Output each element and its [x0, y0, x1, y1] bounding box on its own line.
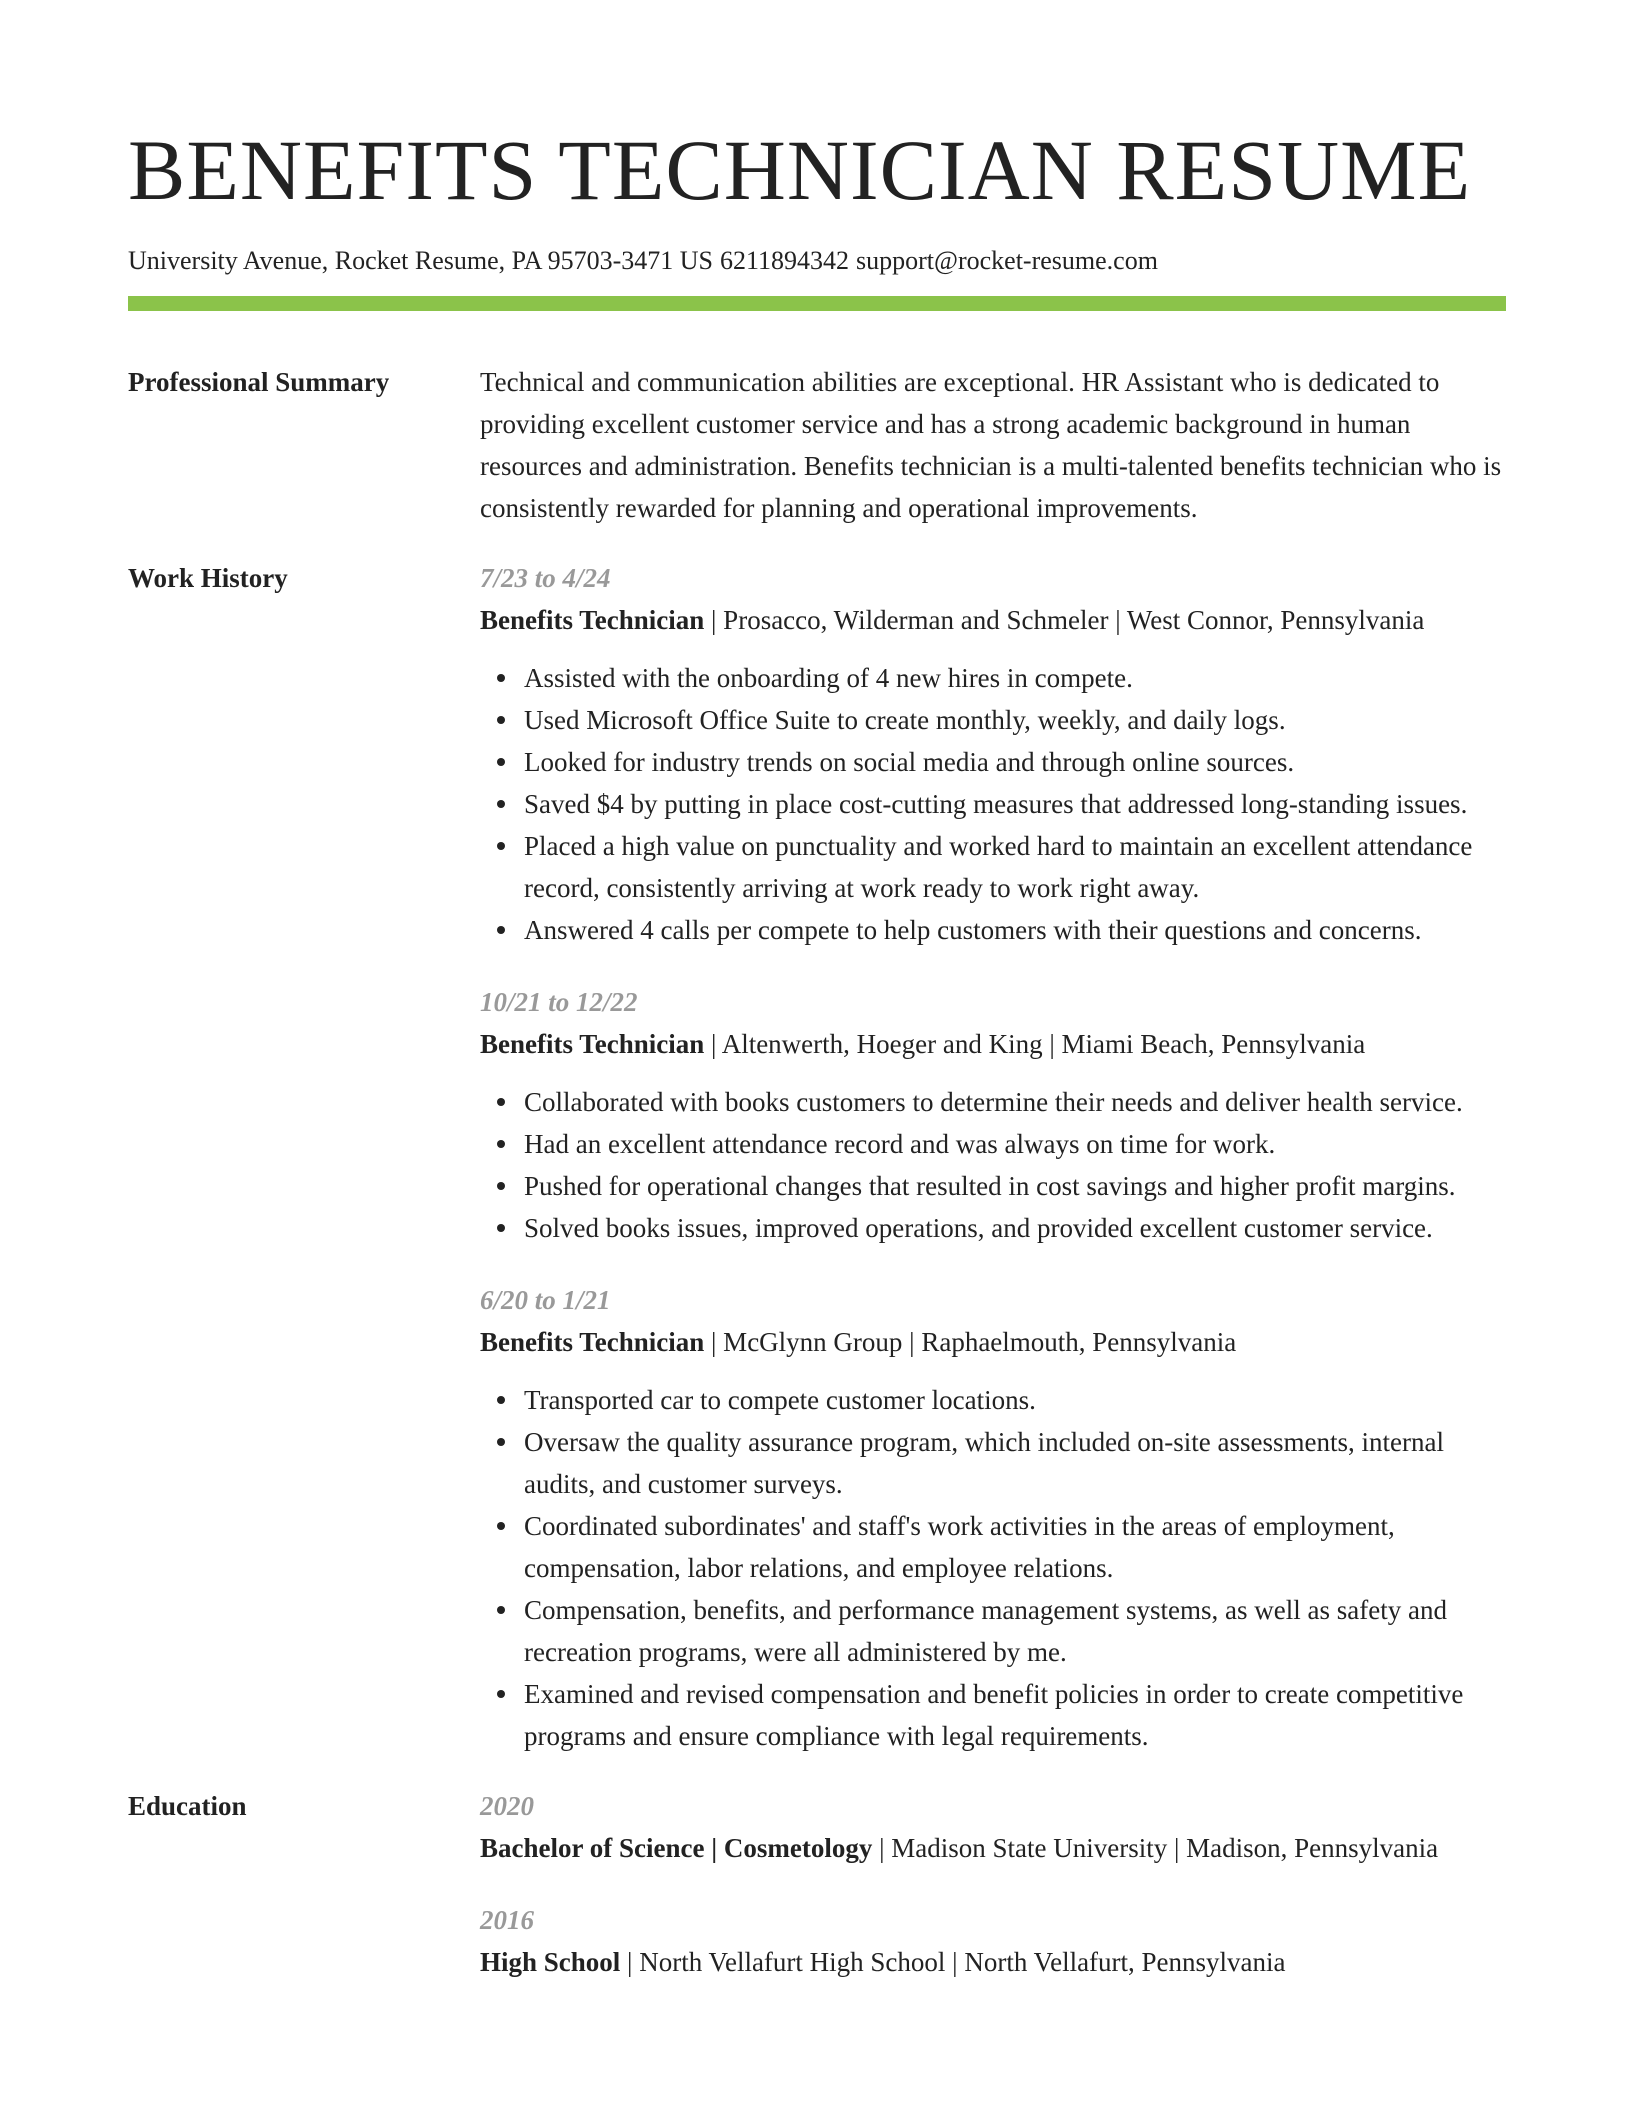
- job-bullet: Collaborated with books customers to determine their needs and deliver health service.: [524, 1081, 1506, 1123]
- job-bullet: Transported car to compete customer locations.: [524, 1379, 1506, 1421]
- education-details: | Madison State University | Madison, Pennsylvania: [872, 1833, 1439, 1863]
- education-section: [128, 1785, 1506, 1983]
- job-title: Benefits Technician: [480, 1029, 705, 1059]
- job-bullet: Compensation, benefits, and performance management systems, as well as safety and recreation programs, were all administered by me.: [524, 1589, 1506, 1673]
- education-entry: [480, 1899, 1506, 1983]
- job-title: Benefits Technician: [480, 1327, 705, 1357]
- education-degree: High School: [480, 1947, 621, 1977]
- job-title: Benefits Technician: [480, 605, 705, 635]
- job-role-line: [480, 1321, 1506, 1363]
- job-dates: 7/23 to 4/24: [480, 563, 611, 593]
- job-bullet: Assisted with the onboarding of 4 new hires in compete.: [524, 657, 1506, 699]
- contact-phone: 6211894342: [719, 246, 850, 275]
- job-entry: [480, 981, 1506, 1249]
- job-bullet: Oversaw the quality assurance program, which included on-site assessments, internal audits, and customer surveys.: [524, 1421, 1506, 1505]
- header-accent-rule: [128, 296, 1506, 311]
- job-bullet: Saved $4 by putting in place cost-cutting measures that addressed long-standing issues.: [524, 783, 1506, 825]
- job-entry: [480, 557, 1506, 951]
- summary-section: [128, 361, 1506, 529]
- job-details: | McGlynn Group | Raphaelmouth, Pennsylvania: [704, 1327, 1237, 1357]
- job-bullet-list: [480, 657, 1506, 951]
- job-role-line: [480, 1023, 1506, 1065]
- education-label: Education: [128, 1791, 247, 1821]
- job-bullet-list: [480, 1379, 1506, 1757]
- education-entry: [480, 1785, 1506, 1869]
- job-role-line: [480, 599, 1506, 641]
- resume-page: [128, 0, 1506, 1983]
- education-year: 2016: [480, 1905, 534, 1935]
- summary-text: Technical and communication abilities are exceptional. HR Assistant who is dedicated to providing excellent customer service and has a strong academic background in human resources and administration. Benefits technician is a multi-talented benefits technician who is consistently rewarded for planning and operational improvements.: [480, 367, 1502, 523]
- job-dates: 6/20 to 1/21: [480, 1285, 611, 1315]
- job-bullet: Looked for industry trends on social media and through online sources.: [524, 741, 1506, 783]
- job-bullet: Coordinated subordinates' and staff's work activities in the areas of employment, compensation, labor relations, and employee relations.: [524, 1505, 1506, 1589]
- resume-title: BENEFITS TECHNICIAN RESUME: [128, 122, 1472, 218]
- contact-email: support@rocket-resume.com: [856, 246, 1158, 275]
- contact-address: University Avenue, Rocket Resume, PA 95703-3471 US: [128, 246, 713, 275]
- work-history-label: Work History: [128, 563, 288, 593]
- education-year: 2020: [480, 1791, 534, 1821]
- job-dates: 10/21 to 12/22: [480, 987, 638, 1017]
- job-entry: [480, 1279, 1506, 1757]
- job-bullet-list: [480, 1081, 1506, 1249]
- education-degree: Bachelor of Science | Cosmetology: [480, 1833, 873, 1863]
- job-details: | Altenwerth, Hoeger and King | Miami Beach, Pennsylvania: [704, 1029, 1366, 1059]
- job-bullet: Used Microsoft Office Suite to create monthly, weekly, and daily logs.: [524, 699, 1506, 741]
- job-bullet: Pushed for operational changes that resulted in cost savings and higher profit margins.: [524, 1165, 1506, 1207]
- education-degree-line: [480, 1941, 1506, 1983]
- education-details: | North Vellafurt High School | North Vellafurt, Pennsylvania: [620, 1947, 1286, 1977]
- job-bullet: Answered 4 calls per compete to help customers with their questions and concerns.: [524, 909, 1506, 951]
- job-bullet: Solved books issues, improved operations, and provided excellent customer service.: [524, 1207, 1506, 1249]
- contact-line: [128, 244, 1506, 278]
- work-history-section: [128, 557, 1506, 1757]
- job-bullet: Had an excellent attendance record and was always on time for work.: [524, 1123, 1506, 1165]
- summary-label: Professional Summary: [128, 367, 390, 397]
- job-bullet: Placed a high value on punctuality and worked hard to maintain an excellent attendance record, consistently arriving at work ready to work right away.: [524, 825, 1506, 909]
- job-bullet: Examined and revised compensation and benefit policies in order to create competitive programs and ensure compliance with legal requirements.: [524, 1673, 1506, 1757]
- job-details: | Prosacco, Wilderman and Schmeler | West Connor, Pennsylvania: [704, 605, 1425, 635]
- education-degree-line: [480, 1827, 1506, 1869]
